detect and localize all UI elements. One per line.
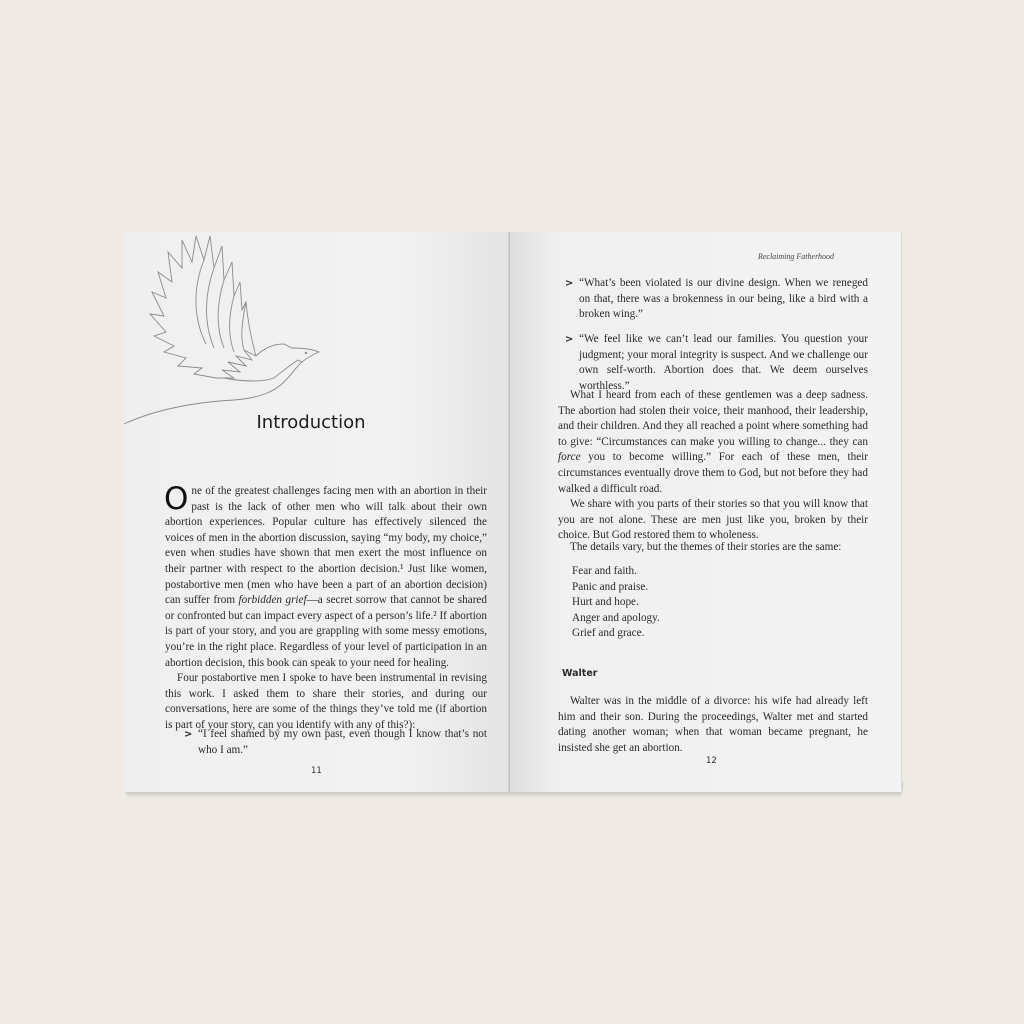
- themes-intro: [558, 540, 868, 556]
- eagle-illustration-icon: [124, 232, 324, 432]
- left-page: [124, 232, 510, 792]
- sadness-paragraph-tail: you to become willing.” For each of these men, their circumstances eventually drove them to God, but not before they had walked a difficult road.: [558, 451, 868, 495]
- force-emphasis: force: [558, 451, 581, 464]
- list-item: Hurt and hope.: [572, 596, 639, 609]
- page-number-right: 12: [706, 756, 717, 766]
- quote-bullet-3: [558, 332, 868, 394]
- left-body-text: [164, 481, 487, 734]
- sadness-paragraph-text: What I heard from each of these gentlemen was a deep sadness. The abortion had stolen their voice, their manhood, their leadership, and their children. And they all reached a point where something had to give: “Circumstances can make you willing to change... they can: [558, 389, 868, 448]
- list-item: Fear and faith.: [572, 565, 637, 577]
- bullet-arrow-icon: >: [565, 278, 574, 289]
- dropcap: O: [164, 481, 189, 517]
- quote-text-3: “We feel like we can’t lead our families. You question your judgment; your moral integrity is suspect. And we challenge our own self-worth. Abortion does that. We deem ourselves worthless.”: [579, 333, 868, 392]
- quote-bullet-1: [177, 727, 487, 758]
- chapter-title: Introduction: [256, 412, 366, 433]
- section-heading: Walter: [562, 668, 598, 679]
- list-item: Grief and grace.: [572, 627, 645, 640]
- walter-paragraph: [558, 694, 868, 756]
- right-body-text: [558, 388, 868, 544]
- intro-paragraph-text: ne of the greatest challenges facing men with an abortion in their past is the lack of other men who will talk about their own abortion experiences. Popular culture has effectively silenced the voices of men in the abortion discussion, saying “my body, my choice,” even when studies have shown that men exert the most influence on their partner with respect to the abortion decision.¹ Just like women, postabortive men (men who have been a part of an abortion decision) can suffer from: [165, 485, 487, 607]
- walter-paragraph-text: Walter was in the middle of a divorce: his wife had already left him and their son. During the proceedings, Walter met and started dating another woman; when that woman became pregnant, he insisted she get an abortion.: [558, 695, 868, 754]
- quote-bullet-2: [558, 276, 868, 323]
- intro-paragraph-tail: —a secret sorrow that cannot be shared or confronted but can impact every aspect of a person’s life.² If abortion is part of your story, and you are grappling with some messy emotions, you’re in the right place. Regardless of your level of participation in an abortion decision, this book can speak to your need for healing.: [165, 594, 487, 669]
- list-item: Anger and apology.: [572, 611, 660, 624]
- right-page: [510, 232, 902, 792]
- bullet-arrow-icon: >: [184, 729, 193, 740]
- quote-text-1: “I feel shamed by my own past, even though I know that’s not who I am.”: [198, 728, 487, 756]
- page-number-left: 11: [311, 766, 322, 776]
- quote-text-2: “What’s been violated is our divine design. When we reneged on that, there was a brokenness in our being, like a bird with a broken wing.”: [579, 277, 868, 321]
- sadness-paragraph: [558, 388, 868, 497]
- second-paragraph: Four postabortive men I spoke to have been instrumental in revising this work. I asked them to share their stories, and during our conversations, here are some of the things they’ve told me (if abortion is part of your story, can you identify with any of this?):: [165, 672, 487, 731]
- themes-intro-text: The details vary, but the themes of their stories are the same:: [570, 541, 842, 553]
- running-header: Reclaiming Fatherhood: [757, 252, 835, 261]
- bullet-arrow-icon: >: [565, 334, 574, 345]
- forbidden-grief-emphasis: forbidden grief: [238, 594, 307, 607]
- themes-list: [572, 564, 882, 642]
- intro-paragraph: [164, 481, 487, 671]
- share-paragraph: We share with you parts of their stories so that you will know that you are not alone. These are men just like you, broken by their choice. But God restored them to wholeness.: [558, 498, 868, 542]
- list-item: Panic and praise.: [572, 580, 649, 593]
